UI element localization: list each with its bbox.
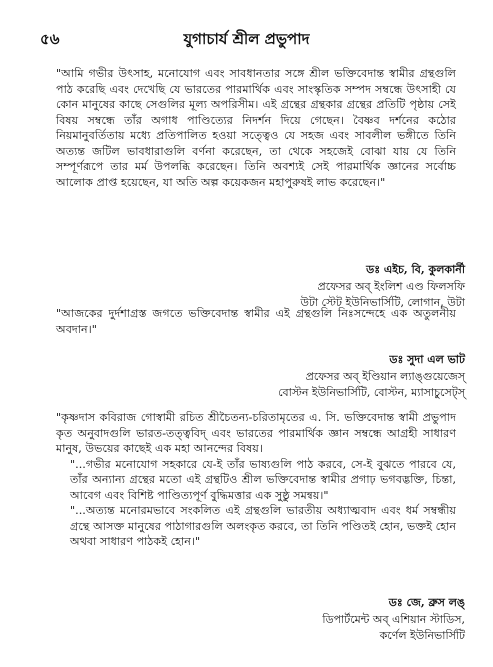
quote-paragraph: "আজকের দুর্দশাগ্রস্ত জগতে ভক্তিবেদান্ত স্বামীর এই গ্রন্থগুলি নিঃসন্দেহে এক অতুলনীয় অবদান।" bbox=[56, 307, 456, 336]
attribution-kulkarni bbox=[245, 262, 465, 312]
review-quote-kulkarni bbox=[56, 66, 456, 190]
attribution-long bbox=[245, 595, 465, 645]
reviewer-name: ডঃ সুদা এল ভাট bbox=[389, 353, 465, 366]
page-number: ৫৬ bbox=[40, 30, 60, 48]
quote-paragraph: "কৃষ্ণদাস কবিরাজ গোস্বামী রচিত শ্রীচৈতন্য-চরিতামৃতের এ. সি. ভক্তিবেদান্ত স্বামী প্রভুপাদ কৃত অনুবাদগুলি ভারত-তত্ত্ববিদ্ এবং ভারতের পারমার্থিক জ্ঞান সম্বন্ধে আগ্রহী সাধারণ মানুষ, উভয়ের কাছেই এক মহা আনন্দের বিষয়। bbox=[56, 411, 456, 455]
reviewer-institution: বোস্টন ইউনিভার্সিটি, বোস্টন, ম্যাসাচুসেট্স্ bbox=[278, 386, 465, 399]
reviewer-name: ডঃ এইচ, বি, কুলকার্নী bbox=[366, 263, 465, 276]
quote-paragraph: "...অত্যন্ত মনোরমভাবে সংকলিত এই গ্রন্থগুলি ভারতীয় অধ্যাত্মবাদ এবং ধর্ম সম্বন্ধীয় গ্রন্থে আসক্ত মানুষের পাঠাগারগুলি অলংকৃত করবে, তা তিনি পণ্ডিতই হোন, ভক্তই হোন অথবা সাধারণ পাঠকই হোন।" bbox=[70, 504, 456, 548]
reviewer-name: ডঃ জে, ব্রুস লঙ্ bbox=[388, 596, 465, 609]
review-quote-bhatt bbox=[56, 306, 456, 337]
reviewer-title: প্রফেসর অব্ ইংলিশ এণ্ড ফিলসফি bbox=[317, 279, 465, 293]
attribution-bhatt bbox=[245, 352, 465, 402]
reviewer-institution: উটা স্টেট ইউনিভার্সিটি, লোগান, উটা bbox=[300, 296, 465, 309]
quote-paragraph: "...গভীর মনোযোগ সহকারে যে-ই তাঁর ভাষ্যগুলি পাঠ করবে, সে-ই বুঝতে পারবে যে, তাঁর অন্যান্য গ্রন্থের মতো এই গ্রন্থটিও শ্রীল ভক্তিবেদান্ত স্বামীর প্রগাঢ় ভগবদ্ভক্তি, চিন্তা, আবেগ এবং বিশিষ্ট পাণ্ডিত্যপূর্ণ বুদ্ধিমত্তার এক সুষ্ঠু সমন্বয়।" bbox=[70, 457, 456, 502]
running-title: যুগাচার্য শ্রীল প্রভুপাদ bbox=[183, 30, 310, 48]
reviewer-title: ডিপার্টমেন্ট অব্ এশিয়ান স্টাডিস, bbox=[322, 612, 465, 626]
reviewer-institution: কর্ণেল ইউনিভার্সিটি bbox=[379, 629, 465, 642]
quote-paragraph: "আমি গভীর উৎসাহ, মনোযোগ এবং সাবধানতার সঙ্গে শ্রীল ভক্তিবেদান্ত স্বামীর গ্রন্থগুলি পাঠ করেছি এবং দেখেছি যে ভারতের পারমার্থিক এবং সাংস্কৃতিক সম্পদ সম্বন্ধে উৎসাহী যে কোন মানুষের কাছে সেগুলির মূল্য অপরিসীম। এই গ্রন্থের গ্রন্থকার গ্রন্থের প্রতিটি পৃষ্ঠায় সেই বিষয় সম্বন্ধে তাঁর অগাধ পাণ্ডিত্যের নিদর্শন দিয়ে গেছেন। বৈষ্ণব দর্শনের কঠোর নিয়মানুবর্তিতায় মধ্যে প্রতিপালিত হওয়া সত্ত্বেও যে সহজ এবং সাবলীল ভঙ্গীতে তিনি অত্যন্ত জটিল ভাবধারাগুলি বর্ণনা করেছেন, তা থেকে সহজেই বোঝা যায় যে তিনি সম্পূর্ণরূপে তার মর্ম উপলব্ধি করেছেন। তিনি অবশ্যই সেই পারমার্থিক জ্ঞানের সর্বোচ্চ আলোক প্রাপ্ত হয়েছেন, যা অতি অল্প কয়েকজন মহাপুরুষই লাভ করেছেন।" bbox=[56, 67, 456, 189]
page-header bbox=[0, 28, 493, 48]
review-quote-long bbox=[56, 410, 456, 550]
reviewer-title: প্রফেসর অব্ ইণ্ডিয়ান ল্যাঙ্গুয়েজেস্ bbox=[305, 369, 465, 383]
